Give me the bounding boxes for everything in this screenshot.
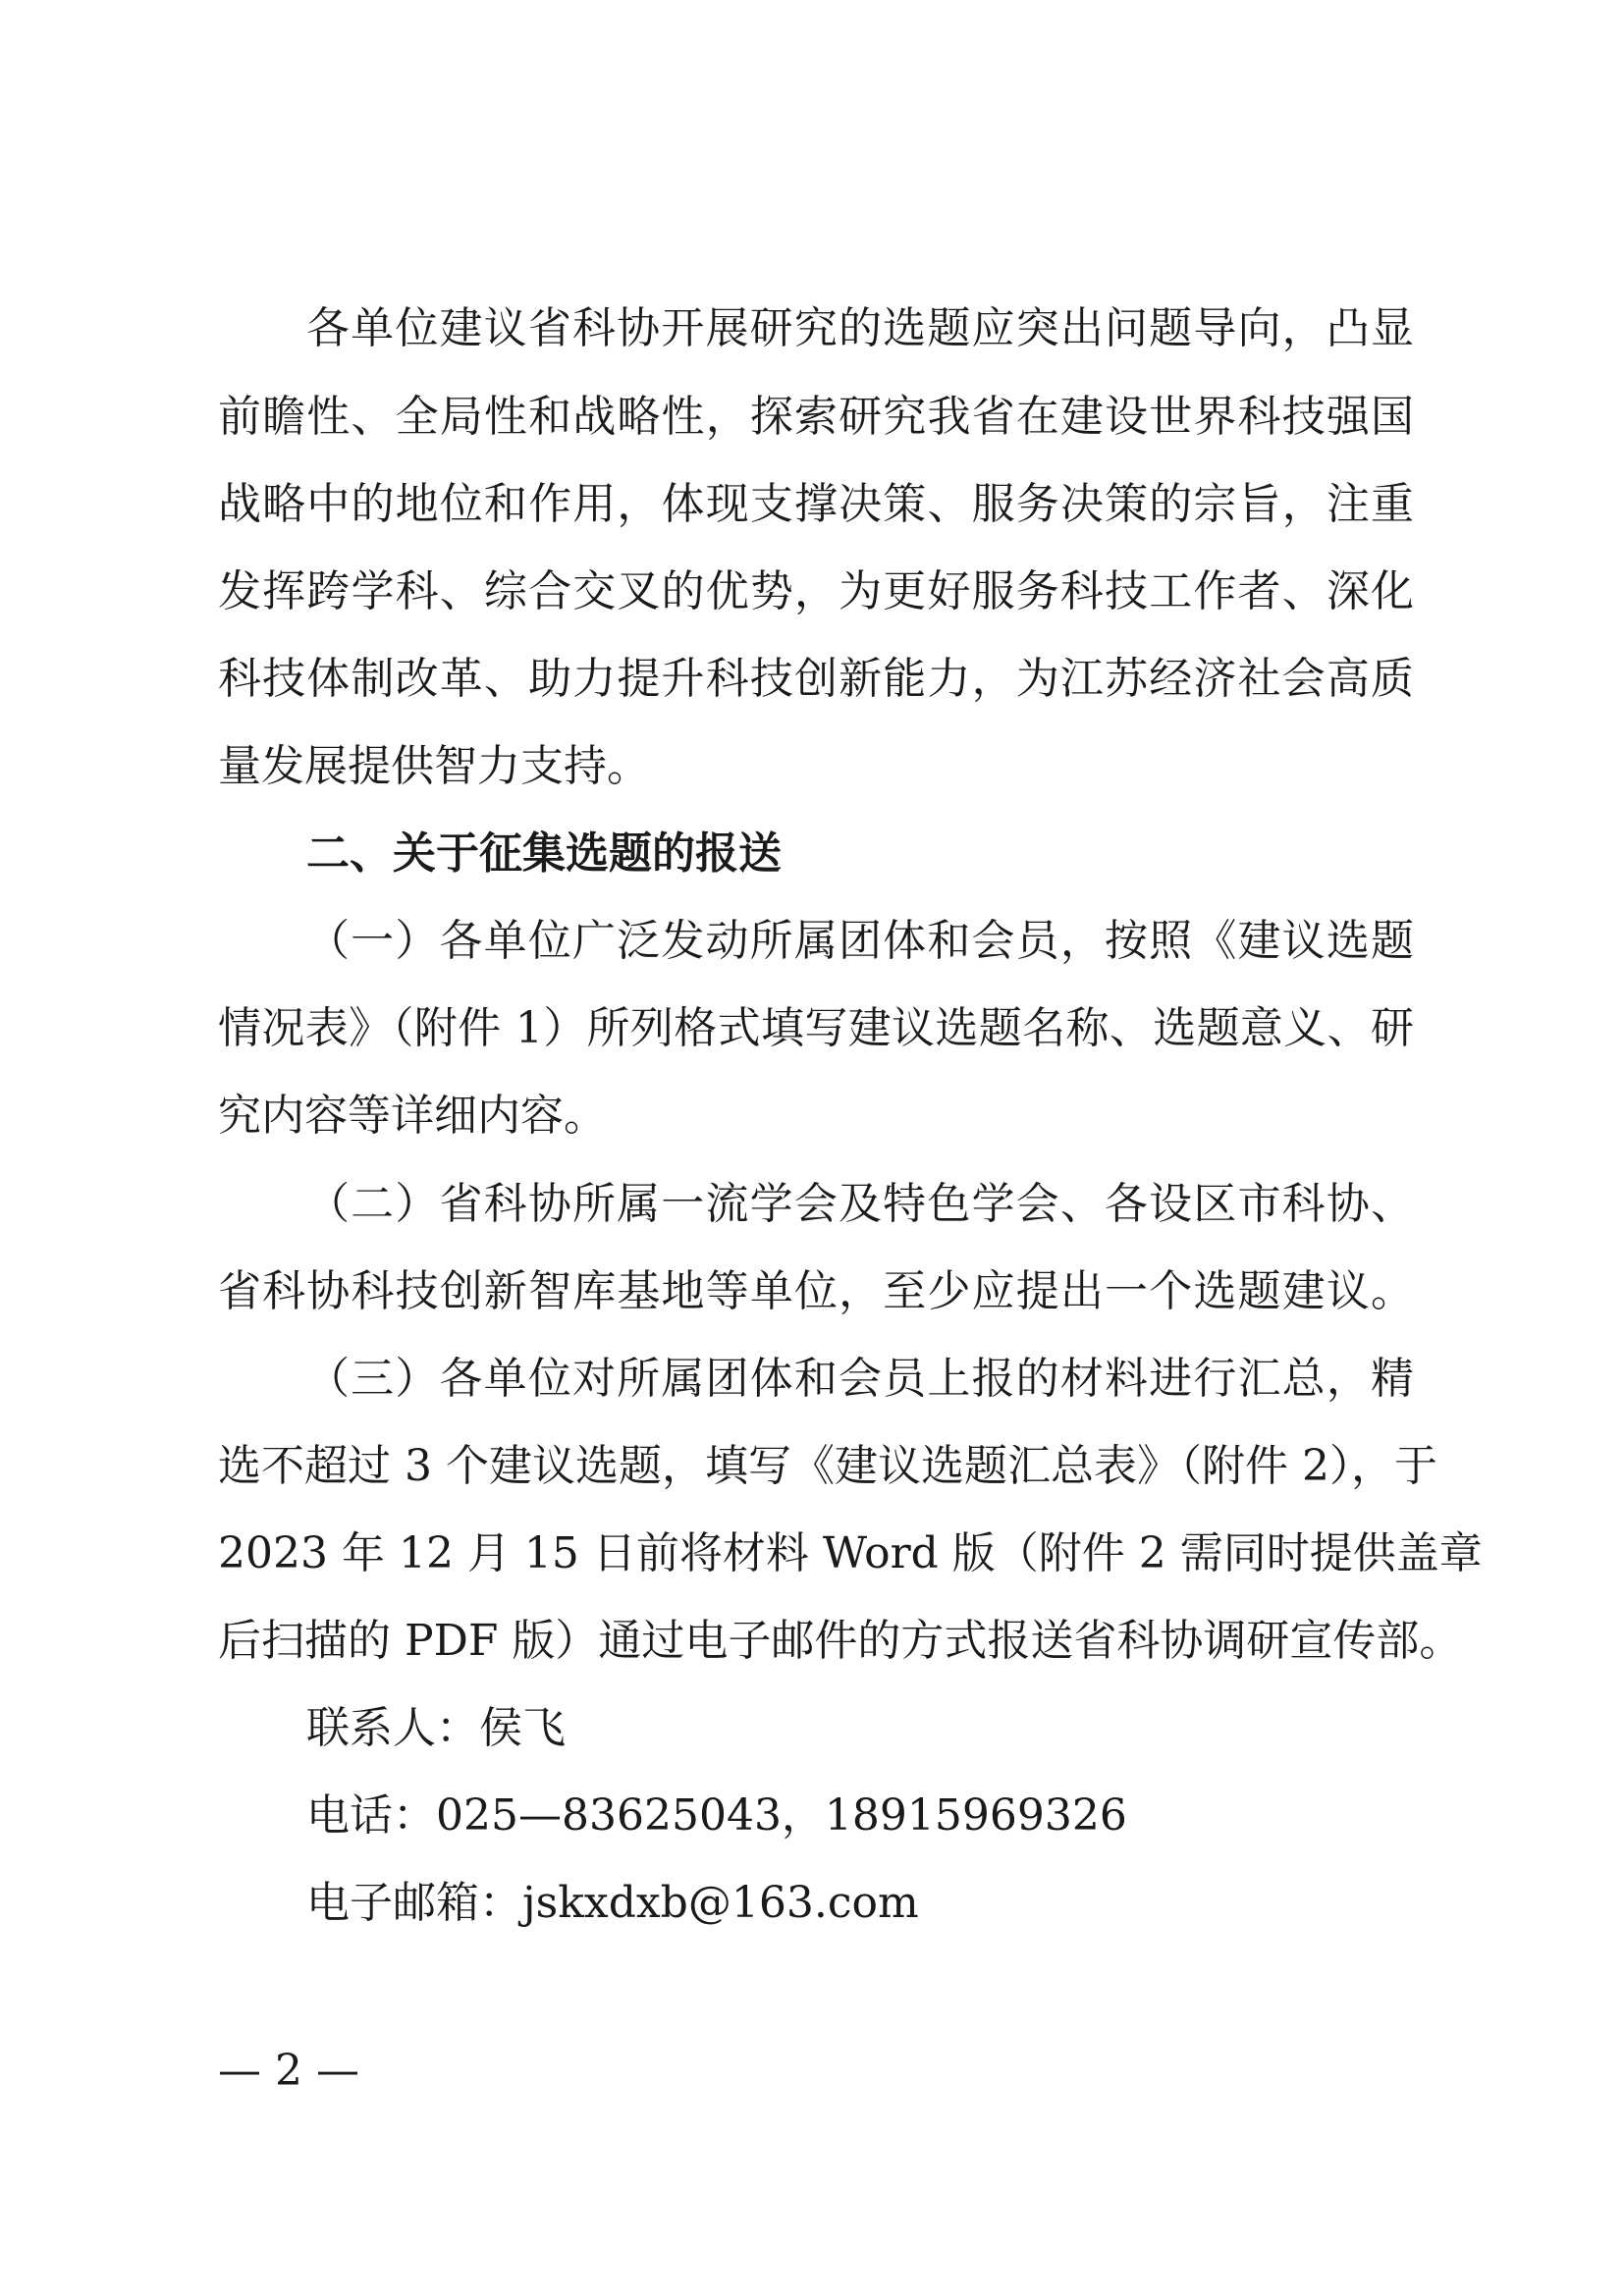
paragraph-line: 省科协科技创新智库基地等单位，至少应提出一个选题建议。: [218, 1266, 1414, 1316]
paragraph-line: （三）各单位对所属团体和会员上报的材料进行汇总，精: [306, 1354, 1414, 1404]
paragraph-line: （一）各单位广泛发动所属团体和会员，按照《建议选题: [306, 916, 1414, 966]
paragraph-line: 发挥跨学科、综合交叉的优势，为更好服务科技工作者、深化: [218, 566, 1414, 616]
paragraph-line: 情况表》（附件 1）所列格式填写建议选题名称、选题意义、研: [218, 1003, 1414, 1053]
paragraph-line: 前瞻性、全局性和战略性，探索研究我省在建设世界科技强国: [218, 392, 1414, 442]
paragraph-line: 选不超过 3 个建议选题，填写《建议选题汇总表》（附件 2），于: [218, 1441, 1437, 1491]
paragraph-line: 2023 年 12 月 15 日前将材料 Word 版（附件 2 需同时提供盖章: [218, 1528, 1483, 1578]
contact-email: 电子邮箱：jskxdxb@163.com: [306, 1878, 919, 1928]
paragraph-line: （二）省科协所属一流学会及特色学会、各设区市科协、: [306, 1179, 1414, 1229]
contact-person: 联系人：侯飞: [306, 1703, 566, 1753]
contact-phone: 电话：025—83625043，18915969326: [306, 1790, 1127, 1841]
paragraph-line: 究内容等详细内容。: [218, 1091, 607, 1141]
paragraph-line: 各单位建议省科协开展研究的选题应突出问题导向，凸显: [306, 303, 1414, 353]
paragraph-line: 科技体制改革、助力提升科技创新能力，为江苏经济社会高质: [218, 654, 1414, 704]
paragraph-line: 战略中的地位和作用，体现支撑决策、服务决策的宗旨，注重: [218, 479, 1414, 529]
section-heading: 二、关于征集选题的报送: [306, 828, 782, 879]
page-number: — 2 —: [218, 2046, 359, 2096]
paragraph-line: 后扫描的 PDF 版）通过电子邮件的方式报送省科协调研宣传部。: [218, 1616, 1463, 1666]
paragraph-line: 量发展提供智力支持。: [218, 741, 650, 791]
